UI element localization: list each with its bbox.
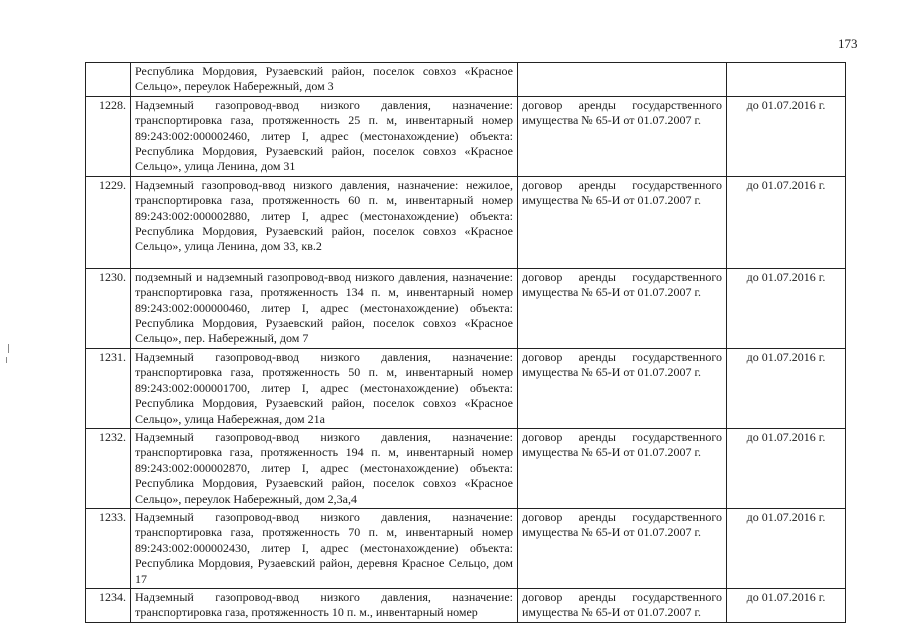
row-number-cell: 1230. [86, 268, 131, 348]
basis-cell: договор аренды государственного имущества № 65-И от 01.07.2007 г. [518, 268, 727, 348]
term-cell: до 01.07.2016 г. [727, 268, 846, 348]
basis-cell: договор аренды государственного имущества № 65-И от 01.07.2007 г. [518, 508, 727, 588]
term-cell [727, 63, 846, 97]
scan-mark [6, 357, 7, 363]
table-row [86, 508, 846, 588]
object-description-cell: Республика Мордовия, Рузаевский район, поселок совхоз «Красное Сельцо», переулок Набережный, дом 3 [131, 63, 518, 97]
object-description-cell: Надземный газопровод-ввод низкого давления, назначение: транспортировка газа, протяженность 25 п. м, инвентарный номер 89:243:002:000002460, литер I, адрес (местонахождение) объекта: Республика Мордовия, Рузаевский район, поселок совхоз «Красное Сельцо», улица Ленина, дом 31 [131, 96, 518, 176]
table-row [86, 428, 846, 508]
row-number-cell: 1234. [86, 588, 131, 622]
object-description-cell: Надземный газопровод-ввод низкого давления, назначение: транспортировка газа, протяженность 50 п. м, инвентарный номер 89:243:002:000001700, литер I, адрес (местонахождение) объекта: Республика Мордовия, Рузаевский район, поселок совхоз «Красное Сельцо», улица Набережная, дом 21а [131, 348, 518, 428]
page-number: 173 [838, 36, 858, 51]
row-number-cell: 1231. [86, 348, 131, 428]
property-registry-table [85, 62, 846, 623]
table-row [86, 348, 846, 428]
row-number-cell [86, 63, 131, 97]
basis-cell: договор аренды государственного имущества № 65-И от 01.07.2007 г. [518, 348, 727, 428]
object-description-cell: Надземный газопровод-ввод низкого давления, назначение: транспортировка газа, протяженность 10 п. м., инвентарный номер [131, 588, 518, 622]
term-cell: до 01.07.2016 г. [727, 508, 846, 588]
term-cell: до 01.07.2016 г. [727, 176, 846, 268]
term-cell: до 01.07.2016 г. [727, 96, 846, 176]
object-description-cell: Надземный газопровод-ввод низкого давления, назначение: транспортировка газа, протяженность 194 п. м, инвентарный номер 89:243:002:000002870, литер I, адрес (местонахождение) объекта: Республика Мордовия, Рузаевский район, поселок совхоз «Красное Сельцо», переулок Набережный, дом 2,3а,4 [131, 428, 518, 508]
term-cell: до 01.07.2016 г. [727, 348, 846, 428]
row-number-cell: 1233. [86, 508, 131, 588]
row-number-cell: 1232. [86, 428, 131, 508]
object-description-cell: подземный и надземный газопровод-ввод низкого давления, назначение: транспортировка газа, протяженность 134 п. м, инвентарный номер 89:243:002:000000460, литер I, адрес (местонахождение) объекта: Республика Мордовия, Рузаевский район, поселок совхоз «Красное Сельцо», пер. Набережный, дом 7 [131, 268, 518, 348]
basis-cell: договор аренды государственного имущества № 65-И от 01.07.2007 г. [518, 176, 727, 268]
row-number-cell: 1229. [86, 176, 131, 268]
basis-cell: договор аренды государственного имущества № 65-И от 01.07.2007 г. [518, 588, 727, 622]
table-row [86, 588, 846, 622]
term-cell: до 01.07.2016 г. [727, 588, 846, 622]
table-row-continued [86, 63, 846, 97]
table-row [86, 96, 846, 176]
row-number-cell: 1228. [86, 96, 131, 176]
term-cell: до 01.07.2016 г. [727, 428, 846, 508]
object-description-cell: Надземный газопровод-ввод низкого давления, назначение: нежилое, транспортировка газа, протяженность 60 п. м, инвентарный номер 89:243:002:000002880, литер I, адрес (местонахождение) объекта: Республика Мордовия, Рузаевский район, поселок совхоз «Красное Сельцо», улица Ленина, дом 33, кв.2 [131, 176, 518, 268]
basis-cell: договор аренды государственного имущества № 65-И от 01.07.2007 г. [518, 428, 727, 508]
basis-cell [518, 63, 727, 97]
table-row [86, 268, 846, 348]
basis-cell: договор аренды государственного имущества № 65-И от 01.07.2007 г. [518, 96, 727, 176]
scan-mark [8, 344, 9, 353]
table-row [86, 176, 846, 268]
object-description-cell: Надземный газопровод-ввод низкого давления, назначение: транспортировка газа, протяженность 70 п. м, инвентарный номер 89:243:002:000002430, литер I, адрес (местонахождение) объекта: Республика Мордовия, Рузаевский район, деревня Красное Сельцо, дом 17 [131, 508, 518, 588]
